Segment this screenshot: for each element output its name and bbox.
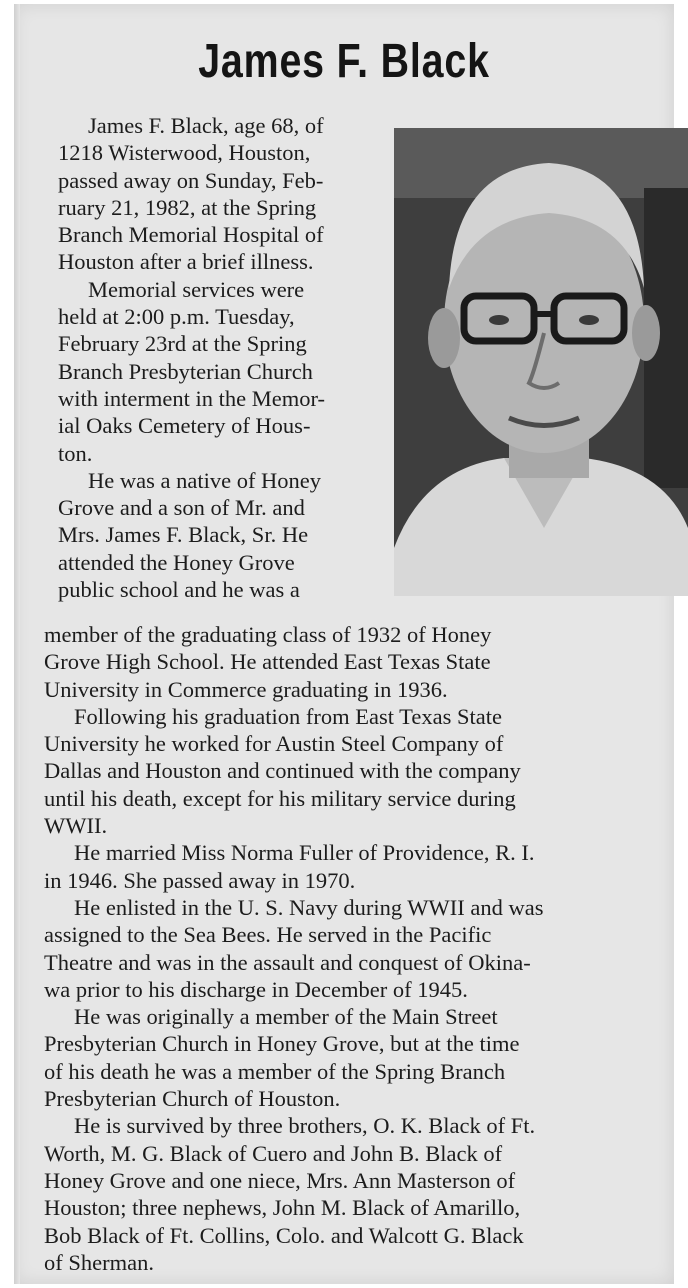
text-line: ial Oaks Cemetery of Hous- — [58, 413, 311, 439]
text-line: Bob Black of Ft. Collins, Colo. and Walcott G. Black — [44, 1222, 524, 1248]
text-line: assigned to the Sea Bees. He served in the Pacific — [44, 922, 492, 948]
text-line: He is survived by three brothers, O. K. Black of Ft. — [74, 1113, 536, 1139]
text-line: James F. Black, age 68, of — [88, 113, 324, 138]
text-line: Theatre and was in the assault and conquest of Okina- — [44, 949, 531, 975]
text-line: of his death he was a member of the Spring Branch — [44, 1058, 506, 1084]
text-line: attended the Honey Grove — [58, 549, 295, 575]
text-line: passed away on Sunday, Feb- — [58, 167, 324, 193]
text-line: He married Miss Norma Fuller of Providence, R. I. — [74, 840, 535, 866]
text-line: Branch Memorial Hospital of — [58, 222, 324, 248]
newspaper-clipping — [14, 4, 674, 1284]
text-line: 1218 Wisterwood, Houston, — [58, 140, 311, 166]
text-line: He enlisted in the U. S. Navy during WWII and was — [74, 894, 544, 920]
text-line: Branch Presbyterian Church — [58, 358, 313, 384]
text-line: Houston; three nephews, John M. Black of Amarillo, — [44, 1195, 521, 1221]
text-line: in 1946. She passed away in 1970. — [44, 867, 356, 893]
text-line: Worth, M. G. Black of Cuero and John B. Black of — [44, 1140, 503, 1166]
text-line: held at 2:00 p.m. Tuesday, — [58, 304, 295, 330]
text-line: until his death, except for his military service during — [44, 785, 516, 811]
text-line: Presbyterian Church of Houston. — [44, 1086, 341, 1112]
text-line: WWII. — [44, 813, 108, 839]
obituary-text-upper — [58, 112, 388, 603]
obituary-headline: James F. Black — [198, 35, 490, 88]
text-line: Grove High School. He attended East Texas State — [44, 649, 491, 675]
text-line: He was originally a member of the Main Street — [74, 1004, 498, 1030]
text-line: Following his graduation from East Texas State — [74, 703, 502, 729]
text-line: ton. — [58, 440, 93, 466]
portrait-photo — [394, 128, 688, 596]
text-line: He was a native of Honey — [88, 467, 322, 493]
text-line: Houston after a brief illness. — [58, 249, 314, 275]
text-line: ruary 21, 1982, at the Spring — [58, 194, 317, 220]
text-line: Memorial services were — [88, 276, 305, 302]
text-line: public school and he was a — [58, 577, 300, 603]
text-line: of Sherman. — [44, 1249, 154, 1275]
text-line: Grove and a son of Mr. and — [58, 495, 305, 521]
obituary-text-lower — [44, 621, 654, 1276]
clipping-edge — [14, 4, 20, 1284]
text-line: February 23rd at the Spring — [58, 331, 307, 357]
text-line: with interment in the Memor- — [58, 385, 325, 411]
text-line: Presbyterian Church in Honey Grove, but at the time — [44, 1031, 520, 1057]
text-line: Honey Grove and one niece, Mrs. Ann Masterson of — [44, 1167, 516, 1193]
text-line: Mrs. James F. Black, Sr. He — [58, 522, 309, 548]
text-line: University in Commerce graduating in 1936. — [44, 676, 448, 702]
text-line: member of the graduating class of 1932 of Honey — [44, 622, 492, 647]
text-line: wa prior to his discharge in December of 1945. — [44, 976, 468, 1002]
text-line: Dallas and Houston and continued with the company — [44, 758, 521, 784]
text-line: University he worked for Austin Steel Company of — [44, 731, 504, 757]
